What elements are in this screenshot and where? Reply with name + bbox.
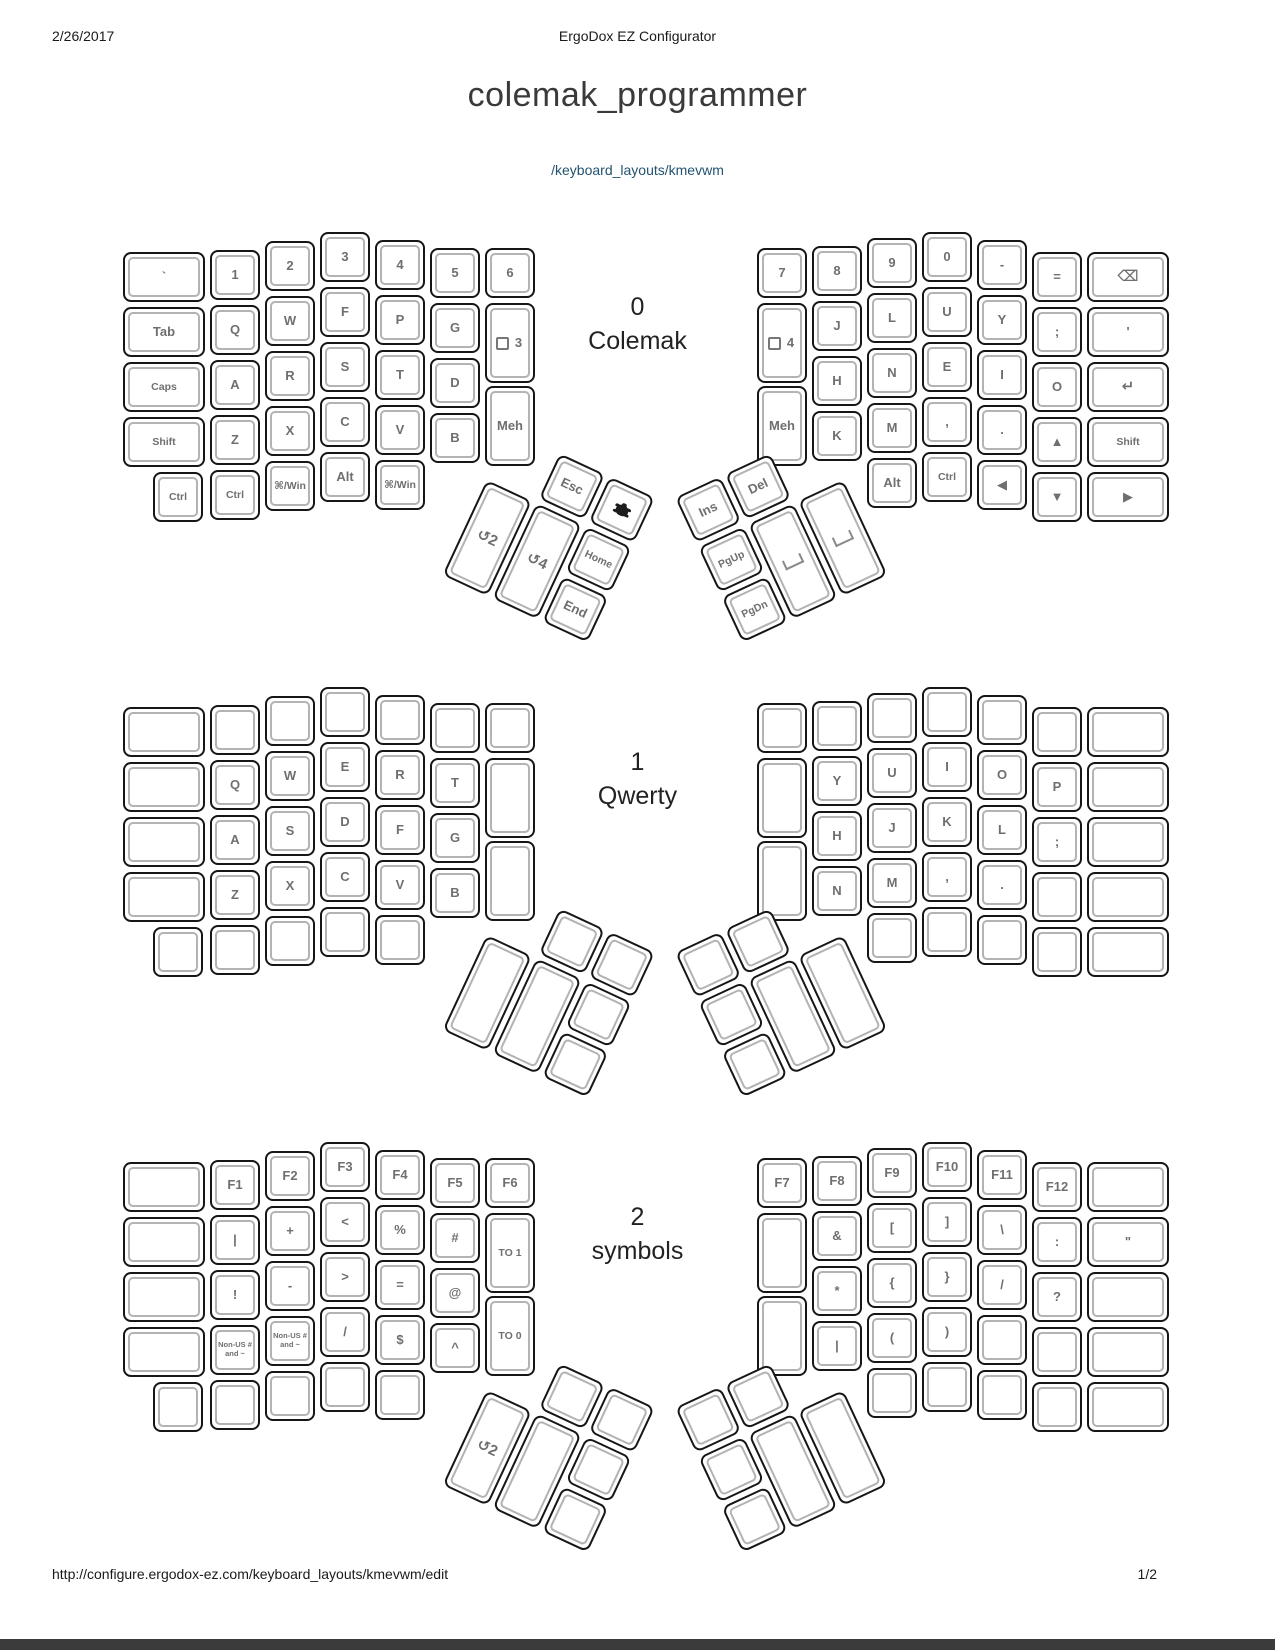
key-blank [1087,1162,1169,1212]
key-blank: & [812,1211,862,1261]
key-f4: F4 [375,1150,425,1200]
key-blank [1087,762,1169,812]
key-4: 4 [375,240,425,290]
key-x: X [265,861,315,911]
key-blank [1087,817,1169,867]
key-y: Y [812,756,862,806]
key-blank: | [210,1215,260,1265]
key-c: C [320,852,370,902]
key-f6: F6 [485,1158,535,1208]
key-blank: = [1032,252,1082,302]
key-3: 3 [485,303,535,383]
key-n: N [867,348,917,398]
key-p: P [375,295,425,345]
key-blank [922,907,972,957]
key-pgdn: PgDn [721,576,787,642]
key-5: 5 [430,248,480,298]
space-icon [782,552,804,570]
key-s: S [265,806,315,856]
bug-icon [614,502,630,517]
key-ctrl: Ctrl [153,472,203,522]
key-q: Q [210,305,260,355]
key-t: T [430,758,480,808]
key-blank: - [265,1261,315,1311]
key-blank: / [320,1307,370,1357]
key-blank: - [977,240,1027,290]
layer-label [508,1200,768,1268]
key-m: M [867,858,917,908]
key-blank: $ [375,1315,425,1365]
key-u: U [867,748,917,798]
key-z: Z [210,415,260,465]
key-blank: } [922,1252,972,1302]
key-blank: " [1087,1217,1169,1267]
key-f1: F1 [210,1160,260,1210]
key-blank [123,707,205,757]
key-d: D [430,358,480,408]
key-blank [867,693,917,743]
key-x: X [265,406,315,456]
key-l: L [977,805,1027,855]
key-r: R [265,351,315,401]
layer-label [508,290,768,358]
key-4: 4 [757,303,807,383]
key-blank [123,817,205,867]
key-blank [812,701,862,751]
key-6: 6 [485,248,535,298]
key-blank [977,1370,1027,1420]
layer-name: Qwerty [597,782,678,810]
app-title: ErgoDox EZ Configurator [558,28,717,44]
key-blank [1087,1272,1169,1322]
layer-index: 0 [630,293,645,321]
key-del: Del [725,453,791,519]
key-2: ↺2 [442,480,532,596]
key-blank: ] [922,1197,972,1247]
page-indicator: 1/2 [1137,1566,1157,1582]
key-blank [922,687,972,737]
permalink-link[interactable]: /keyboard_layouts/kmevwm [551,162,724,178]
key-tab: Tab [123,307,205,357]
key-meh: Meh [757,386,807,466]
key-blank: % [375,1205,425,1255]
key-blank: ` [123,252,205,302]
key-e: E [320,742,370,792]
key-blank [1087,707,1169,757]
key-blank: ' [1087,307,1169,357]
key-blank: ▶ [1087,472,1169,522]
key-b: B [430,868,480,918]
key-h: H [812,356,862,406]
key-blank: ^ [430,1323,480,1373]
key-blank: ◀ [977,460,1027,510]
key-f: F [375,805,425,855]
key-to-0: TO 0 [485,1296,535,1376]
key-y: Y [977,295,1027,345]
page-title: colemak_programmer [467,76,808,114]
key-blank [265,696,315,746]
key-blank: ; [1032,307,1082,357]
page-bottom-edge [0,1639,1275,1650]
key-ctrl: Ctrl [922,452,972,502]
key-blank: / [977,1260,1027,1310]
key-blank [430,703,480,753]
key-meh: Meh [485,386,535,466]
key-p: P [1032,762,1082,812]
key-4: ↺4 [492,503,582,619]
key-blank: ) [922,1307,972,1357]
key-blank [320,907,370,957]
key-f8: F8 [812,1156,862,1206]
key-shift: Shift [123,417,205,467]
key-blank: . [977,860,1027,910]
key-q: Q [210,760,260,810]
key-g: G [430,303,480,353]
key-t: T [375,350,425,400]
key-blank [1087,1327,1169,1377]
key-esc: Esc [539,453,605,519]
key-blank: ↵ [1087,362,1169,412]
key-o: O [1032,362,1082,412]
key-c: C [320,397,370,447]
key-s: S [320,342,370,392]
key-blank: # [430,1213,480,1263]
key-blank: ; [1032,817,1082,867]
keyboard-left-half [123,1142,535,1437]
layer-square-icon [496,337,509,350]
key-9: 9 [867,238,917,288]
key-ctrl: Ctrl [210,470,260,520]
key-non-us-and: Non-US # and ~ [210,1325,260,1375]
key-blank [320,687,370,737]
key-blank [123,1327,205,1377]
key-blank: * [812,1266,862,1316]
key-caps: Caps [123,362,205,412]
key-blank: | [812,1321,862,1371]
key-blank [265,916,315,966]
key-blank [210,925,260,975]
key-v: V [375,860,425,910]
key-alt: Alt [867,458,917,508]
key-blank [1087,1382,1169,1432]
key-blank [977,1315,1027,1365]
layer-name: Colemak [588,327,687,355]
key-m: M [867,403,917,453]
key-blank: ( [867,1313,917,1363]
key-blank [210,705,260,755]
key-8: 8 [812,246,862,296]
key-blank [123,1162,205,1212]
key-u: U [922,287,972,337]
key-blank [1032,927,1082,977]
key-blank [1032,1382,1082,1432]
key-blank: ▲ [1032,417,1082,467]
key-to-1: TO 1 [485,1213,535,1293]
key-blank [210,1380,260,1430]
key-home: Home [565,526,631,592]
key-shift: Shift [1087,417,1169,467]
key-w: W [265,751,315,801]
key-g: G [430,813,480,863]
key-n: N [812,866,862,916]
key-d: D [320,797,370,847]
key-7: 7 [757,248,807,298]
key-blank: > [320,1252,370,1302]
key-k: K [922,797,972,847]
layer-name: symbols [591,1237,684,1265]
key-2: 2 [265,241,315,291]
key-blank [375,915,425,965]
key-blank [123,1272,205,1322]
key-j: J [812,301,862,351]
layer-square-icon [768,337,781,350]
key-blank: , [922,397,972,447]
key-f5: F5 [430,1158,480,1208]
key-blank [375,695,425,745]
page-date: 2/26/2017 [52,28,115,44]
key-blank: + [265,1206,315,1256]
key-blank [1032,707,1082,757]
key-blank: ? [1032,1272,1082,1322]
key-l: L [867,293,917,343]
key-blank [1032,872,1082,922]
key-blank [867,913,917,963]
key-pgup: PgUp [698,526,764,592]
key-blank [977,695,1027,745]
key-blank: ! [210,1270,260,1320]
key-blank [320,1362,370,1412]
key-alt: Alt [320,452,370,502]
key-blank: { [867,1258,917,1308]
key-w: W [265,296,315,346]
key-win: ⌘/Win [265,461,315,511]
key-blank: , [922,852,972,902]
key-ins: Ins [675,476,741,542]
key-blank: @ [430,1268,480,1318]
key-i: I [922,742,972,792]
key-f2: F2 [265,1151,315,1201]
key-blank [375,1370,425,1420]
key-f9: F9 [867,1148,917,1198]
key-f7: F7 [757,1158,807,1208]
key-3: 3 [320,232,370,282]
key-blank [123,1217,205,1267]
layer-index: 1 [630,748,645,776]
key-z: Z [210,870,260,920]
key-blank [1087,927,1169,977]
key-blank [153,927,203,977]
key-b: B [430,413,480,463]
key-f10: F10 [922,1142,972,1192]
key-blank: < [320,1197,370,1247]
key-1: 1 [210,250,260,300]
key-blank [123,762,205,812]
key-end: End [542,576,608,642]
key-j: J [867,803,917,853]
key-blank [867,1368,917,1418]
space-icon [832,529,854,547]
footer-url: http://configure.ergodox-ez.com/keyboard_layouts/kmevwm/edit [52,1566,449,1582]
key-non-us-and: Non-US # and ~ [265,1316,315,1366]
key-blank: \ [977,1205,1027,1255]
key-blank [1032,1327,1082,1377]
key-v: V [375,405,425,455]
key-f3: F3 [320,1142,370,1192]
key-blank [922,1362,972,1412]
key-h: H [812,811,862,861]
key-blank: ⌫ [1087,252,1169,302]
key-a: A [210,815,260,865]
keyboard-left-half [123,687,535,982]
key-blank [977,915,1027,965]
key-blank [123,872,205,922]
layer-label [508,745,768,813]
key-i: I [977,350,1027,400]
key-o: O [977,750,1027,800]
layer-index: 2 [630,1203,645,1231]
key-blank: [ [867,1203,917,1253]
keyboard-left-half [123,232,535,527]
key-win: ⌘/Win [375,460,425,510]
key-f12: F12 [1032,1162,1082,1212]
key-0: 0 [922,232,972,282]
key-blank [265,1371,315,1421]
key-2: ↺2 [442,1390,532,1506]
key-blank [1087,872,1169,922]
key-e: E [922,342,972,392]
key-k: K [812,411,862,461]
key-blank: . [977,405,1027,455]
key-blank: : [1032,1217,1082,1267]
key-f: F [320,287,370,337]
key-a: A [210,360,260,410]
key-blank: = [375,1260,425,1310]
key-blank: ▼ [1032,472,1082,522]
key-r: R [375,750,425,800]
key-f11: F11 [977,1150,1027,1200]
key-blank [153,1382,203,1432]
